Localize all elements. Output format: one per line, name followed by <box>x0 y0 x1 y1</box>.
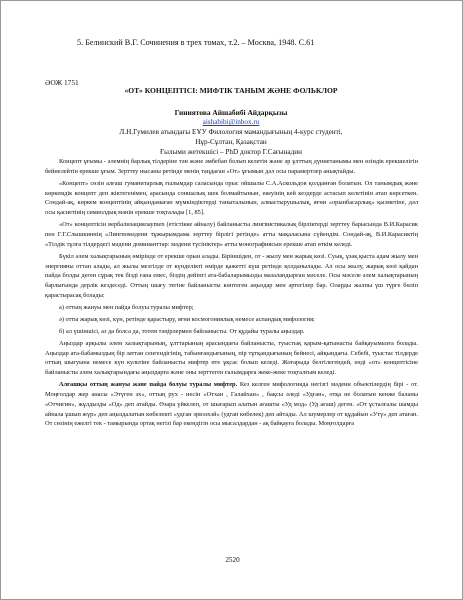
section-heading: Алғашқы оттың жануы және пайда болуы туралы мифтер. <box>59 381 238 389</box>
body-paragraph <box>45 315 418 325</box>
body-paragraph <box>45 220 418 249</box>
paragraph-text: б) ал үшіншісі, аз да болса да, тотем тәңірлермен байланысты. От құдайы туралы аңыздар. <box>59 327 305 335</box>
paragraph-text: Концепт ұғымы - әлемнің барлық тілдеріне тән және әмбебап болып келетін және әр ұлттың дүниетанымы мен өзіндік ерекшелігін бейнелейтін ерекше ұғым. Зерттеу нысаны ретінде менің таңдаған «От» ұғымын дәл осы парамертлер анықтайды. <box>45 158 418 175</box>
page-number: 2520 <box>225 556 240 564</box>
udk-code: ӘОЖ 1751 <box>45 78 79 87</box>
author-name: Гиниятова Айшабибі Айдарқызы <box>174 108 288 117</box>
article-title: «ОТ» КОНЦЕПТІСІ: МИФТІК ТАНЫМ ЖӘНЕ ФОЛЬКЛОР <box>124 86 338 95</box>
body-paragraph <box>45 339 418 378</box>
paragraph-text: а) оттың жануы мен пайда болуы туралы мифтер; <box>59 303 194 311</box>
paragraph-text: Бүкіл әлем халықтарының өмірінде от ерекше орын алады. Біріншіден, от - жылу мен жарық көзі. Суық, ұзақ қыста адам жылу мен энергияны оттан алады, ал жылы мезгілде от күнделікті өмірде қажетті күш ретінде қолданылады. Ал осы жылу, жарық көзі қайдан пайда болды деген сұрақ тек бізді ғана емес, біздің дейінгі ата-бабаларымызды мазаландырған мәселе. Осы мәселе әлем халықтарының барлығында дерлік кездеседі. Оттың шығу тегіне байланысты көптеген аңыздар мен әртегілер бар. Оларды жалпы үш түрге бөліп қарастырасақ болады: <box>45 252 418 299</box>
reference-entry: 5. Белинский В.Г. Сочинения в трех томах, т.2. – Москва, 1948. С.61 <box>77 38 315 47</box>
body-paragraph <box>45 252 418 301</box>
affiliation-line: Л.Н.Гумилев атындағы ЕҰУ Филология мамандығының 4-курс студенті, <box>119 128 343 136</box>
paragraph-text: ә) отты жарық көзі, күн, ретінде қарастыру, яғни космогониялық немесе аспандық мифология; <box>59 315 315 323</box>
body-paragraph <box>45 179 418 218</box>
author-affiliation <box>61 127 401 158</box>
affiliation-line: Ғылыми жетекшісі – PhD доктор Г.Сағынадин <box>160 148 302 157</box>
paragraph-text: «От» концептісін вербализациялауmen (етістікке айналу) байланысты лингвистикалық бірліктерді зерттеу барысында В.И.Карасик пен Г.Г.Слышкиннің «Лингвомәдени тұжырымдама зерттеу бірлігі ретінде» атты мақаласына сүйендім. Сондай-ақ, В.И.Карасиктің «Тілдік тұлға тілдердегі мәдени доминанттар: мәдени түсініктер» атты монографиясын ерекше атап өткім келеді. <box>45 221 418 248</box>
body-paragraph <box>45 157 418 177</box>
paragraph-text: Кез келген мифологияда негізгі мәдени объектілердің бірі - от. Моңғолдар жер анасы «Этүген эх», оттың руx - иесін «Отхан , Галайхан» , бақсы әледі «Удған», отқа не болатын кенже баланы «Отчигин», жұлдызды «Од» деп атайды. Өзара үйкелеп, от шығарып алатын ағашты «Уд мод» (Уд ағаш) деген. «От ұсталғалы шамды айнала ұшып жүр» деп аңыздалатын көбелекті «удган эрвээхэй» (удган көбелек) деп айтады. Ал шумерлер от құдайын «Утү» деп атаған. От сөзінің ежелгі тек - тамырында ортақ негізі бар екендігін осы мысалдардан - ақ байқауға болады. Моңғолдарға <box>45 381 419 428</box>
body-paragraph <box>45 327 418 337</box>
author-email-link[interactable]: aishabibi@inbox.ru <box>202 118 260 126</box>
article-body <box>45 157 418 431</box>
affiliation-line: Нұр-Сұлтан, Қазақстан <box>195 138 267 147</box>
body-paragraph <box>45 380 418 429</box>
paragraph-text: «Концепт» сөзін алғаш гуманитарлық ғылымдар саласында орыс ойшылы С.А.Аскольдов қолданған болатын. Ол танымдық және көркемдік концепт деп жіктегенімен, арасында соншалық шек болмайтынын, екеуінің кей кездерде астасып келетінін атап көрсеткен. Сондай-ақ, көркем концептінің айқындамаған мүмкіндіктерді таныталынын, алмастырушылық, яғни «орынбасарлық» қызметіне, дәл осы қасиетінің символдық мәнін ерекше тоқталады [1, 85]. <box>45 179 418 217</box>
body-paragraph <box>45 303 418 313</box>
paragraph-text: Аңыздар арқылы әлем халықтарының, ұлттарының арасындағы байланысты, туыстық қарым-қатынасты байқауымызға болады. Аңыздар ата-бабамыздың бір заттан сенгендігінің, табынғандығының, пір тұтқандығының бейнесі, айқындағы. Себебі, туыстас тілдерде оттың шығуына немесе күн культіне байланысты мифтер өте ұқсас болып келеді. Жоғарыда белгілегендей, енді «от» концептісіне байланысты әлем халықтарындағы аңыздарға және оны зерттеген ғалымдарға жеке-жеке тоқталғым келеді. <box>45 339 418 377</box>
